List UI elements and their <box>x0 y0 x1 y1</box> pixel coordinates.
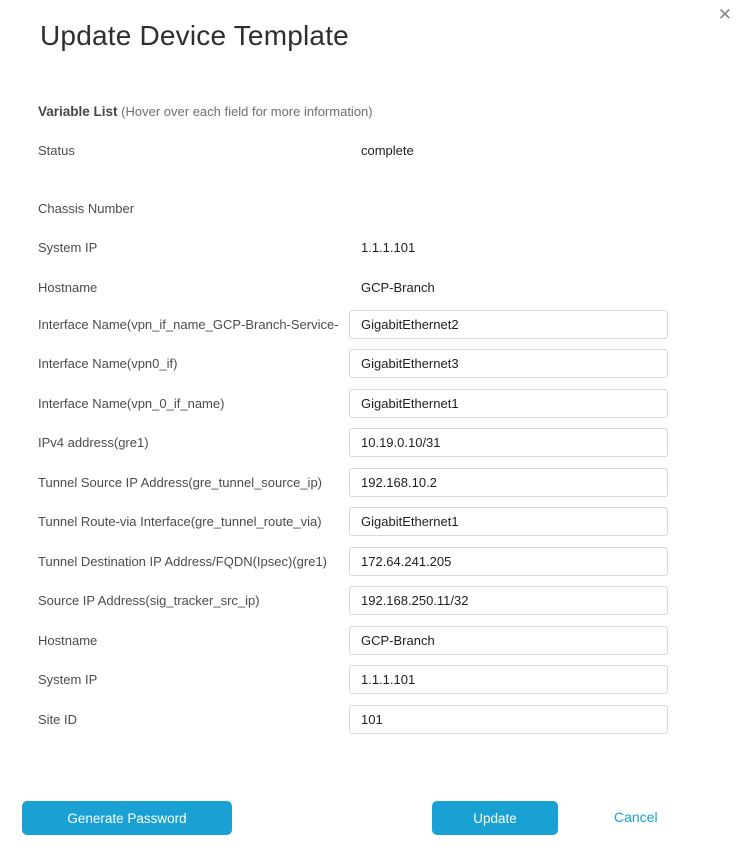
cancel-link[interactable]: Cancel <box>614 809 658 825</box>
field-row-tunnel-source-ip <box>38 467 668 497</box>
field-row-chassis-number <box>38 198 668 218</box>
system-ip-input[interactable] <box>349 665 668 694</box>
variable-list-heading <box>38 103 752 120</box>
field-label: IPv4 address(gre1) <box>38 435 149 450</box>
tunnel-source-ip-input[interactable] <box>349 468 668 497</box>
field-row-interface-vpn0-if <box>38 349 668 379</box>
field-row-source-ip-tracker <box>38 586 668 616</box>
field-row-hostname-input <box>38 625 668 655</box>
close-icon[interactable]: ✕ <box>717 5 732 24</box>
field-label: System IP <box>38 239 98 255</box>
interface-vpn-if-name-input[interactable] <box>349 310 668 339</box>
dialog-title: Update Device Template <box>40 20 349 51</box>
field-label: Interface Name(vpn_if_name_GCP-Branch-Service- <box>38 316 339 332</box>
field-label: Hostname <box>38 632 98 648</box>
field-row-tunnel-route-via <box>38 507 668 537</box>
field-label: System IP <box>38 672 98 687</box>
variable-list-form <box>38 140 668 734</box>
field-row-tunnel-destination-ip <box>38 546 668 576</box>
hostname-value: GCP-Branch <box>361 279 435 295</box>
field-label: Tunnel Source IP Address(gre_tunnel_source_ip) <box>38 474 323 490</box>
field-row-site-id <box>38 704 668 734</box>
field-row-system-ip-input <box>38 665 668 695</box>
tunnel-route-via-input[interactable] <box>349 507 668 536</box>
field-label: Interface Name(vpn0_if) <box>38 356 178 371</box>
tunnel-destination-ip-input[interactable] <box>349 547 668 576</box>
generate-password-button[interactable]: Generate Password <box>22 801 232 835</box>
field-label: Chassis Number <box>38 200 135 216</box>
interface-vpn0-if-input[interactable] <box>349 349 668 378</box>
variable-list-label: Variable List <box>38 104 118 119</box>
field-label: Hostname <box>38 279 98 295</box>
field-label: Status <box>38 142 75 158</box>
field-row-hostname <box>38 277 668 297</box>
field-label: Source IP Address(sig_tracker_src_ip) <box>38 593 260 608</box>
hostname-input[interactable] <box>349 626 668 655</box>
update-button[interactable]: Update <box>432 801 558 835</box>
field-row-interface-vpn-0-if-name <box>38 388 668 418</box>
ipv4-address-gre1-input[interactable] <box>349 428 668 457</box>
field-label: Tunnel Route-via Interface(gre_tunnel_route_via) <box>38 514 322 529</box>
field-row-system-ip <box>38 237 668 257</box>
field-row-ipv4-address-gre1 <box>38 428 668 458</box>
system-ip-value: 1.1.1.101 <box>361 239 416 255</box>
field-row-status <box>38 140 668 160</box>
source-ip-tracker-input[interactable] <box>349 586 668 615</box>
variable-list-note-text: (Hover over each field for more information) <box>121 104 373 119</box>
field-label: Interface Name(vpn_0_if_name) <box>38 395 225 411</box>
status-value: complete <box>361 142 414 158</box>
site-id-input[interactable] <box>349 705 668 734</box>
interface-vpn-0-if-name-input[interactable] <box>349 389 668 418</box>
field-label: Tunnel Destination IP Address/FQDN(Ipsec)(gre1) <box>38 553 328 569</box>
field-row-interface-vpn-if-name <box>38 309 668 339</box>
field-label: Site ID <box>38 711 78 727</box>
